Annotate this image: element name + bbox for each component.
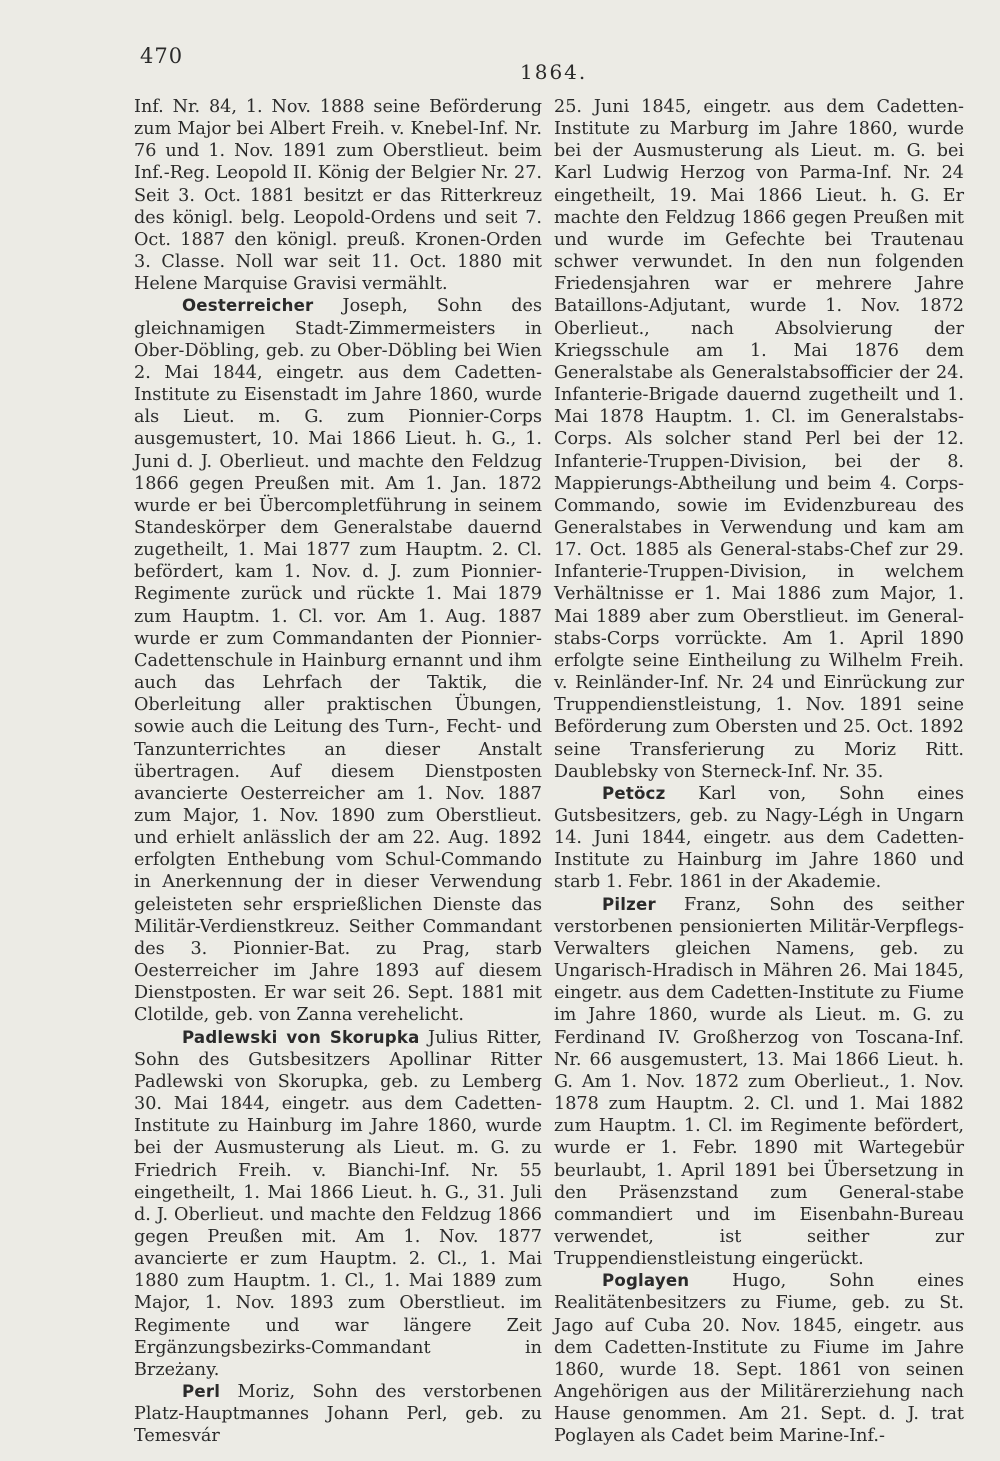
entry-name: Petöcz bbox=[602, 783, 666, 803]
entry-padlewski bbox=[134, 1027, 542, 1382]
page-year-header: 1864. bbox=[520, 60, 588, 84]
entry-text: Moriz, Sohn des verstorbenen Platz-Hauptmannes Johann Perl, geb. zu Temesvár bbox=[134, 1382, 542, 1447]
entry-continuation-noll bbox=[134, 96, 542, 295]
entry-text: Karl von, Sohn eines Gutsbesitzers, geb. zu Nagy-Légh in Ungarn 14. Juni 1844, eingetr. aus dem Cadetten-Institute zu Hainburg im Jahre 1860 und starb 1. Febr. 1861 in der Akademie. bbox=[554, 783, 964, 893]
entry-text: Joseph, Sohn des gleichnamigen Stadt-Zimmermeisters in Ober-Döbling, geb. zu Ober-Döbling bei Wien 2. Mai 1844, eingetr. aus dem Cadetten-Institute zu Eisenstadt im Jahre 1860, wurde als Lieut. m. G. zum Pionnier-Corps ausgemustert, 10. Mai 1866 Lieut. h. G., 1. Juni d. J. Oberlieut. und machte den Feldzug 1866 gegen Preußen mit. Am 1. Jan. 1872 wurde er bei Übercompletführung in seinem Standeskörper dem Generalstabe dauernd zugetheilt, 1. Mai 1877 zum Hauptm. 2. Cl. befördert, kam 1. Nov. d. J. zum Pionnier-Regimente zurück und rückte 1. Mai 1879 zum Hauptm. 1. Cl. vor. Am 1. Aug. 1887 wurde er zum Commandanten der Pionnier-Cadettenschule in Hainburg ernannt und ihm auch das Lehrfach der Taktik, die Oberleitung aller praktischen Übungen, sowie auch die Leitung des Turn-, Fecht- und Tanzunterrichtes an dieser Anstalt übertragen. Auf diesem Dienstposten avancierte Oesterreicher am 1. Nov. 1887 zum Major, 1. Nov. 1890 zum Oberstlieut. und erhielt anlässlich der am 22. Aug. 1892 erfolgten Enthebung vom Schul-Commando in Anerkennung der in dieser Verwendung geleisteten sehr ersprießlichen Dienste das Militär-Verdienstkreuz. Seither Commandant des 3. Pionnier-Bat. zu Prag, starb Oesterreicher im Jahre 1893 auf diesem Dienstposten. Er war seit 26. Sept. 1881 mit Clotilde, geb. von Zanna verehelicht. bbox=[134, 296, 542, 1026]
entry-text: Franz, Sohn des seither verstorbenen pensionierten Militär-Verpflegs-Verwalters gleichen Namens, geb. zu Ungarisch-Hradisch in Mähren 26. Mai 1845, eingetr. aus dem Cadetten-Institute zu Fiume im Jahre 1860, wurde als Lieut. m. G. zu Ferdinand IV. Großherzog von Toscana-Inf. Nr. 66 ausgemustert, 13. Mai 1866 Lieut. h. G. Am 1. Nov. 1872 zum Oberlieut., 1. Nov. 1878 zum Hauptm. 2. Cl. und 1. Mai 1882 zum Hauptm. 1. Cl. im Regimente befördert, wurde er 1. Febr. 1890 mit Wartegebür beurlaubt, 1. April 1891 bei Übersetzung in den Präsenzstand zum General-stabe commandiert und im Eisenbahn-Bureau verwendet, ist seither zur Truppendienstleistung eingerückt. bbox=[554, 894, 964, 1270]
entry-continuation-perl bbox=[554, 96, 964, 783]
entry-perl bbox=[134, 1381, 542, 1447]
right-column bbox=[554, 96, 964, 1448]
entry-pilzer bbox=[554, 894, 964, 1271]
entry-name: Padlewski von Skorupka bbox=[182, 1027, 420, 1047]
entry-text: 25. Juni 1845, eingetr. aus dem Cadetten-Institute zu Marburg im Jahre 1860, wurde bei der Ausmusterung als Lieut. m. G. bei Karl Ludwig Herzog von Parma-Inf. Nr. 24 eingetheilt, 19. Mai 1866 Lieut. h. G. Er machte den Feldzug 1866 gegen Preußen mit und wurde im Gefechte bei Trautenau schwer verwundet. In den nun folgenden Friedensjahren war er mehrere Jahre Bataillons-Adjutant, wurde 1. Nov. 1872 Oberlieut., nach Absolvierung der Kriegsschule am 1. Mai 1876 dem Generalstabe als Generalstabsofficier der 24. Infanterie-Brigade dauernd zugetheilt und 1. Mai 1878 Hauptm. 1. Cl. im Generalstabs-Corps. Als solcher stand Perl bei der 12. Infanterie-Truppen-Division, bei der 8. Mappierungs-Abtheilung und beim 4. Corps-Commando, sowie im Evidenzbureau des Generalstabes in Verwendung und kam am 17. Oct. 1885 als General-stabs-Chef zur 29. Infanterie-Truppen-Division, in welchem Verhältnisse er 1. Mai 1886 zum Major, 1. Mai 1889 aber zum Oberstlieut. im General-stabs-Corps vorrückte. Am 1. April 1890 erfolgte seine Eintheilung zu Wilhelm Freih. v. Reinländer-Inf. Nr. 24 und Einrückung zur Truppendienstleistung, 1. Nov. 1891 seine Beförderung zum Obersten und 25. Oct. 1892 seine Transferierung zu Moriz Ritt. Daublebsky von Sterneck-Inf. Nr. 35. bbox=[554, 97, 964, 782]
page-number: 470 bbox=[140, 44, 184, 68]
entry-text: Inf. Nr. 84, 1. Nov. 1888 seine Beförderung zum Major bei Albert Freih. v. Knebel-Inf. Nr. 76 und 1. Nov. 1891 zum Oberstlieut. beim Inf.-Reg. Leopold II. König der Belgier Nr. 27. Seit 3. Oct. 1881 besitzt er das Ritterkreuz des königl. belg. Leopold-Ordens und seit 7. Oct. 1887 den königl. preuß. Kronen-Orden 3. Classe. Noll war seit 11. Oct. 1880 mit Helene Marquise Gravisi vermählt. bbox=[134, 97, 542, 295]
entry-poglayen bbox=[554, 1270, 964, 1447]
entry-name: Poglayen bbox=[602, 1271, 690, 1291]
entry-petoecz bbox=[554, 783, 964, 894]
entry-text: Julius Ritter, Sohn des Gutsbesitzers Apollinar Ritter Padlewski von Skorupka, geb. zu Lemberg 30. Mai 1844, eingetr. aus dem Cadetten-Institute zu Hainburg im Jahre 1860, wurde bei der Ausmusterung als Lieut. m. G. zu Friedrich Freih. v. Bianchi-Inf. Nr. 55 eingetheilt, 1. Mai 1866 Lieut. h. G., 31. Juli d. J. Oberlieut. und machte den Feldzug 1866 gegen Preußen mit. Am 1. Nov. 1877 avancierte er zum Hauptm. 2. Cl., 1. Mai 1880 zum Hauptm. 1. Cl., 1. Mai 1889 zum Major, 1. Nov. 1893 zum Oberstlieut. im Regimente und war längere Zeit Ergänzungsbezirks-Commandant in Brzeżany. bbox=[134, 1027, 542, 1380]
entry-text: Hugo, Sohn eines Realitätenbesitzers zu Fiume, geb. zu St. Jago auf Cuba 20. Nov. 1845, eingetr. aus dem Cadetten-Institute zu Fiume im Jahre 1860, wurde 18. Sept. 1861 von seinen Angehörigen aus der Militärerziehung nach Hause genommen. Am 21. Sept. d. J. trat Poglayen als Cadet beim Marine-Inf.- bbox=[554, 1271, 964, 1447]
entry-name: Perl bbox=[182, 1382, 221, 1402]
entry-name: Pilzer bbox=[602, 894, 656, 914]
entry-name: Oesterreicher bbox=[182, 296, 314, 316]
left-column bbox=[134, 96, 542, 1448]
entry-oesterreicher bbox=[134, 295, 542, 1026]
